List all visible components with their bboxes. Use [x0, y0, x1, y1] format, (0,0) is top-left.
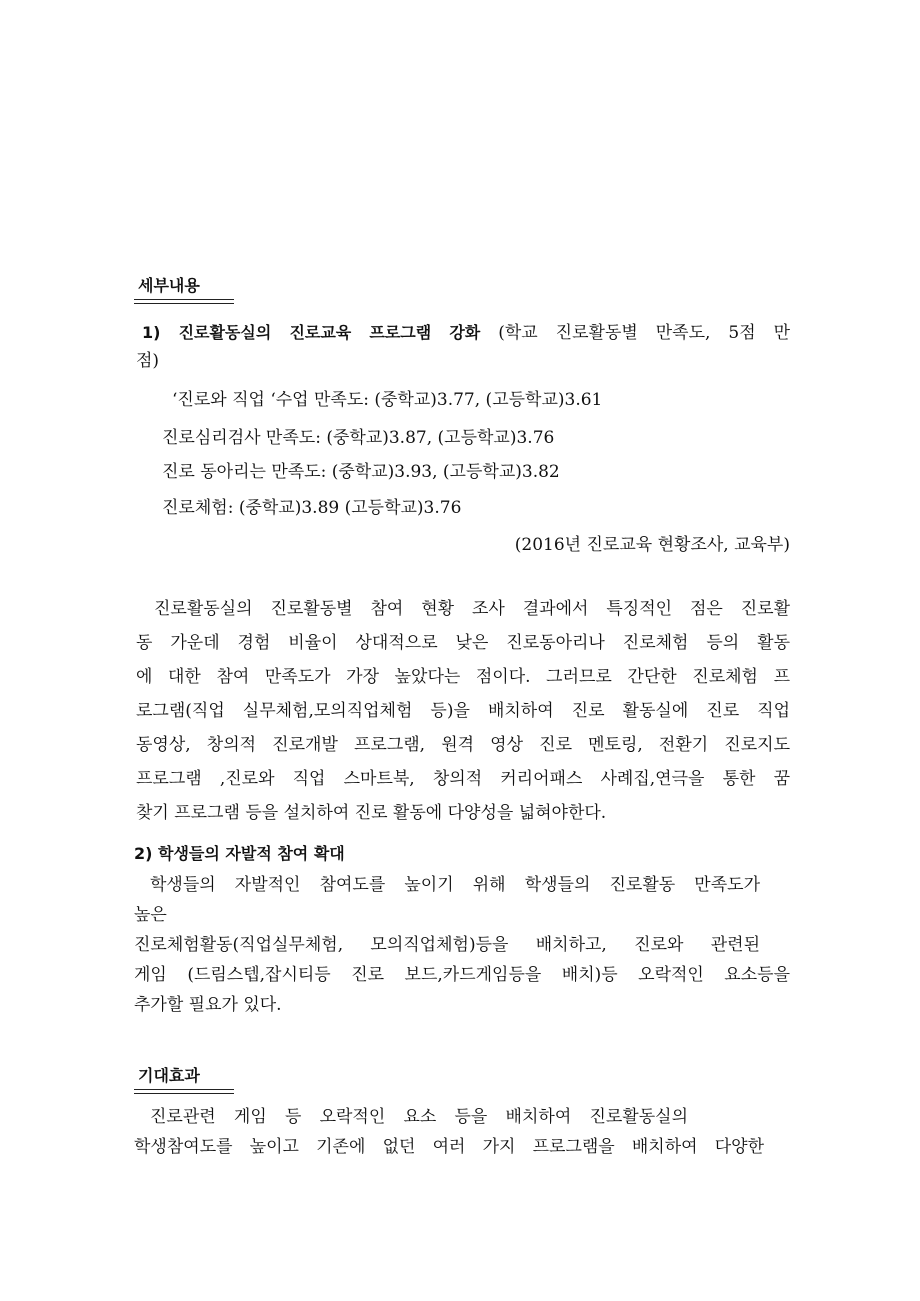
paragraph-line: 학생들의 자발적인 참여도를 높이기 위해 학생들의 진로활동 만족도가: [150, 875, 760, 895]
paragraph-line: 높은: [134, 905, 167, 925]
stat-item: 진로체험: (중학교)3.89 (고등학교)3.76: [162, 498, 462, 518]
section-heading-detail: 세부내용: [138, 276, 200, 295]
paragraph-line: 진로활동실의 진로활동별 참여 현황 조사 결과에서 특징적인 점은 진로활: [154, 599, 790, 619]
paragraph-line: 로그램(직업 실무체험,모의직업체험 등)을 배치하여 진로 활동실에 진로 직업: [136, 701, 790, 721]
paragraph-line: 게임 (드림스텝,잡시티등 진로 보드,카드게임등을 배치)등 오락적인 요소등을: [134, 965, 790, 985]
paragraph-line: 동 가운데 경험 비율이 상대적으로 낮은 진로동아리나 진로체험 등의 활동: [136, 633, 790, 653]
stat-item: ‘진로와 직업 ‘수업 만족도: (중학교)3.77, (고등학교)3.61: [172, 390, 603, 410]
paragraph-line: 학생참여도를 높이고 기존에 없던 여러 가지 프로그램을 배치하여 다양한: [134, 1137, 764, 1157]
paragraph-line: 프로그램 ,진로와 직업 스마트북, 창의적 커리어패스 사례집,연극을 통한 꿈: [136, 769, 790, 789]
section-heading-effect: 기대효과: [138, 1066, 200, 1085]
heading-underline-2: [134, 1093, 234, 1094]
stat-item: 진로 동아리는 만족도: (중학교)3.93, (고등학교)3.82: [162, 462, 560, 482]
heading-underline-1: [134, 1089, 234, 1090]
heading-underline-1: [134, 299, 234, 300]
item1-subtitle-cont: 점): [136, 351, 160, 371]
heading-underline-2: [134, 303, 234, 304]
item2-title: 2) 학생들의 자발적 참여 확대: [134, 844, 345, 863]
paragraph-line: 동영상, 창의적 진로개발 프로그램, 원격 영상 진로 멘토링, 전환기 진로지도: [136, 735, 790, 755]
paragraph-line: 추가할 필요가 있다.: [134, 995, 282, 1015]
item1-title: 1) 진로활동실의 진로교육 프로그램 강화: [142, 323, 481, 342]
paragraph-line: 에 대한 참여 만족도가 가장 높았다는 점이다. 그러므로 간단한 진로체험 프: [136, 667, 790, 687]
paragraph-line: 진로체험활동(직업실무체험, 모의직업체험)등을 배치하고, 진로와 관련된: [134, 935, 760, 955]
paragraph-line: 찾기 프로그램 등을 설치하여 진로 활동에 다양성을 넓혀야한다.: [136, 803, 607, 823]
item1-subtitle: (학교 진로활동별 만족도, 5점 만: [498, 323, 791, 343]
item1-title-line: [142, 322, 790, 344]
stat-item: 진로심리검사 만족도: (중학교)3.87, (고등학교)3.76: [162, 428, 555, 448]
paragraph-line: 진로관련 게임 등 오락적인 요소 등을 배치하여 진로활동실의: [150, 1107, 688, 1127]
source-citation: (2016년 진로교육 현황조사, 교육부): [514, 535, 790, 555]
